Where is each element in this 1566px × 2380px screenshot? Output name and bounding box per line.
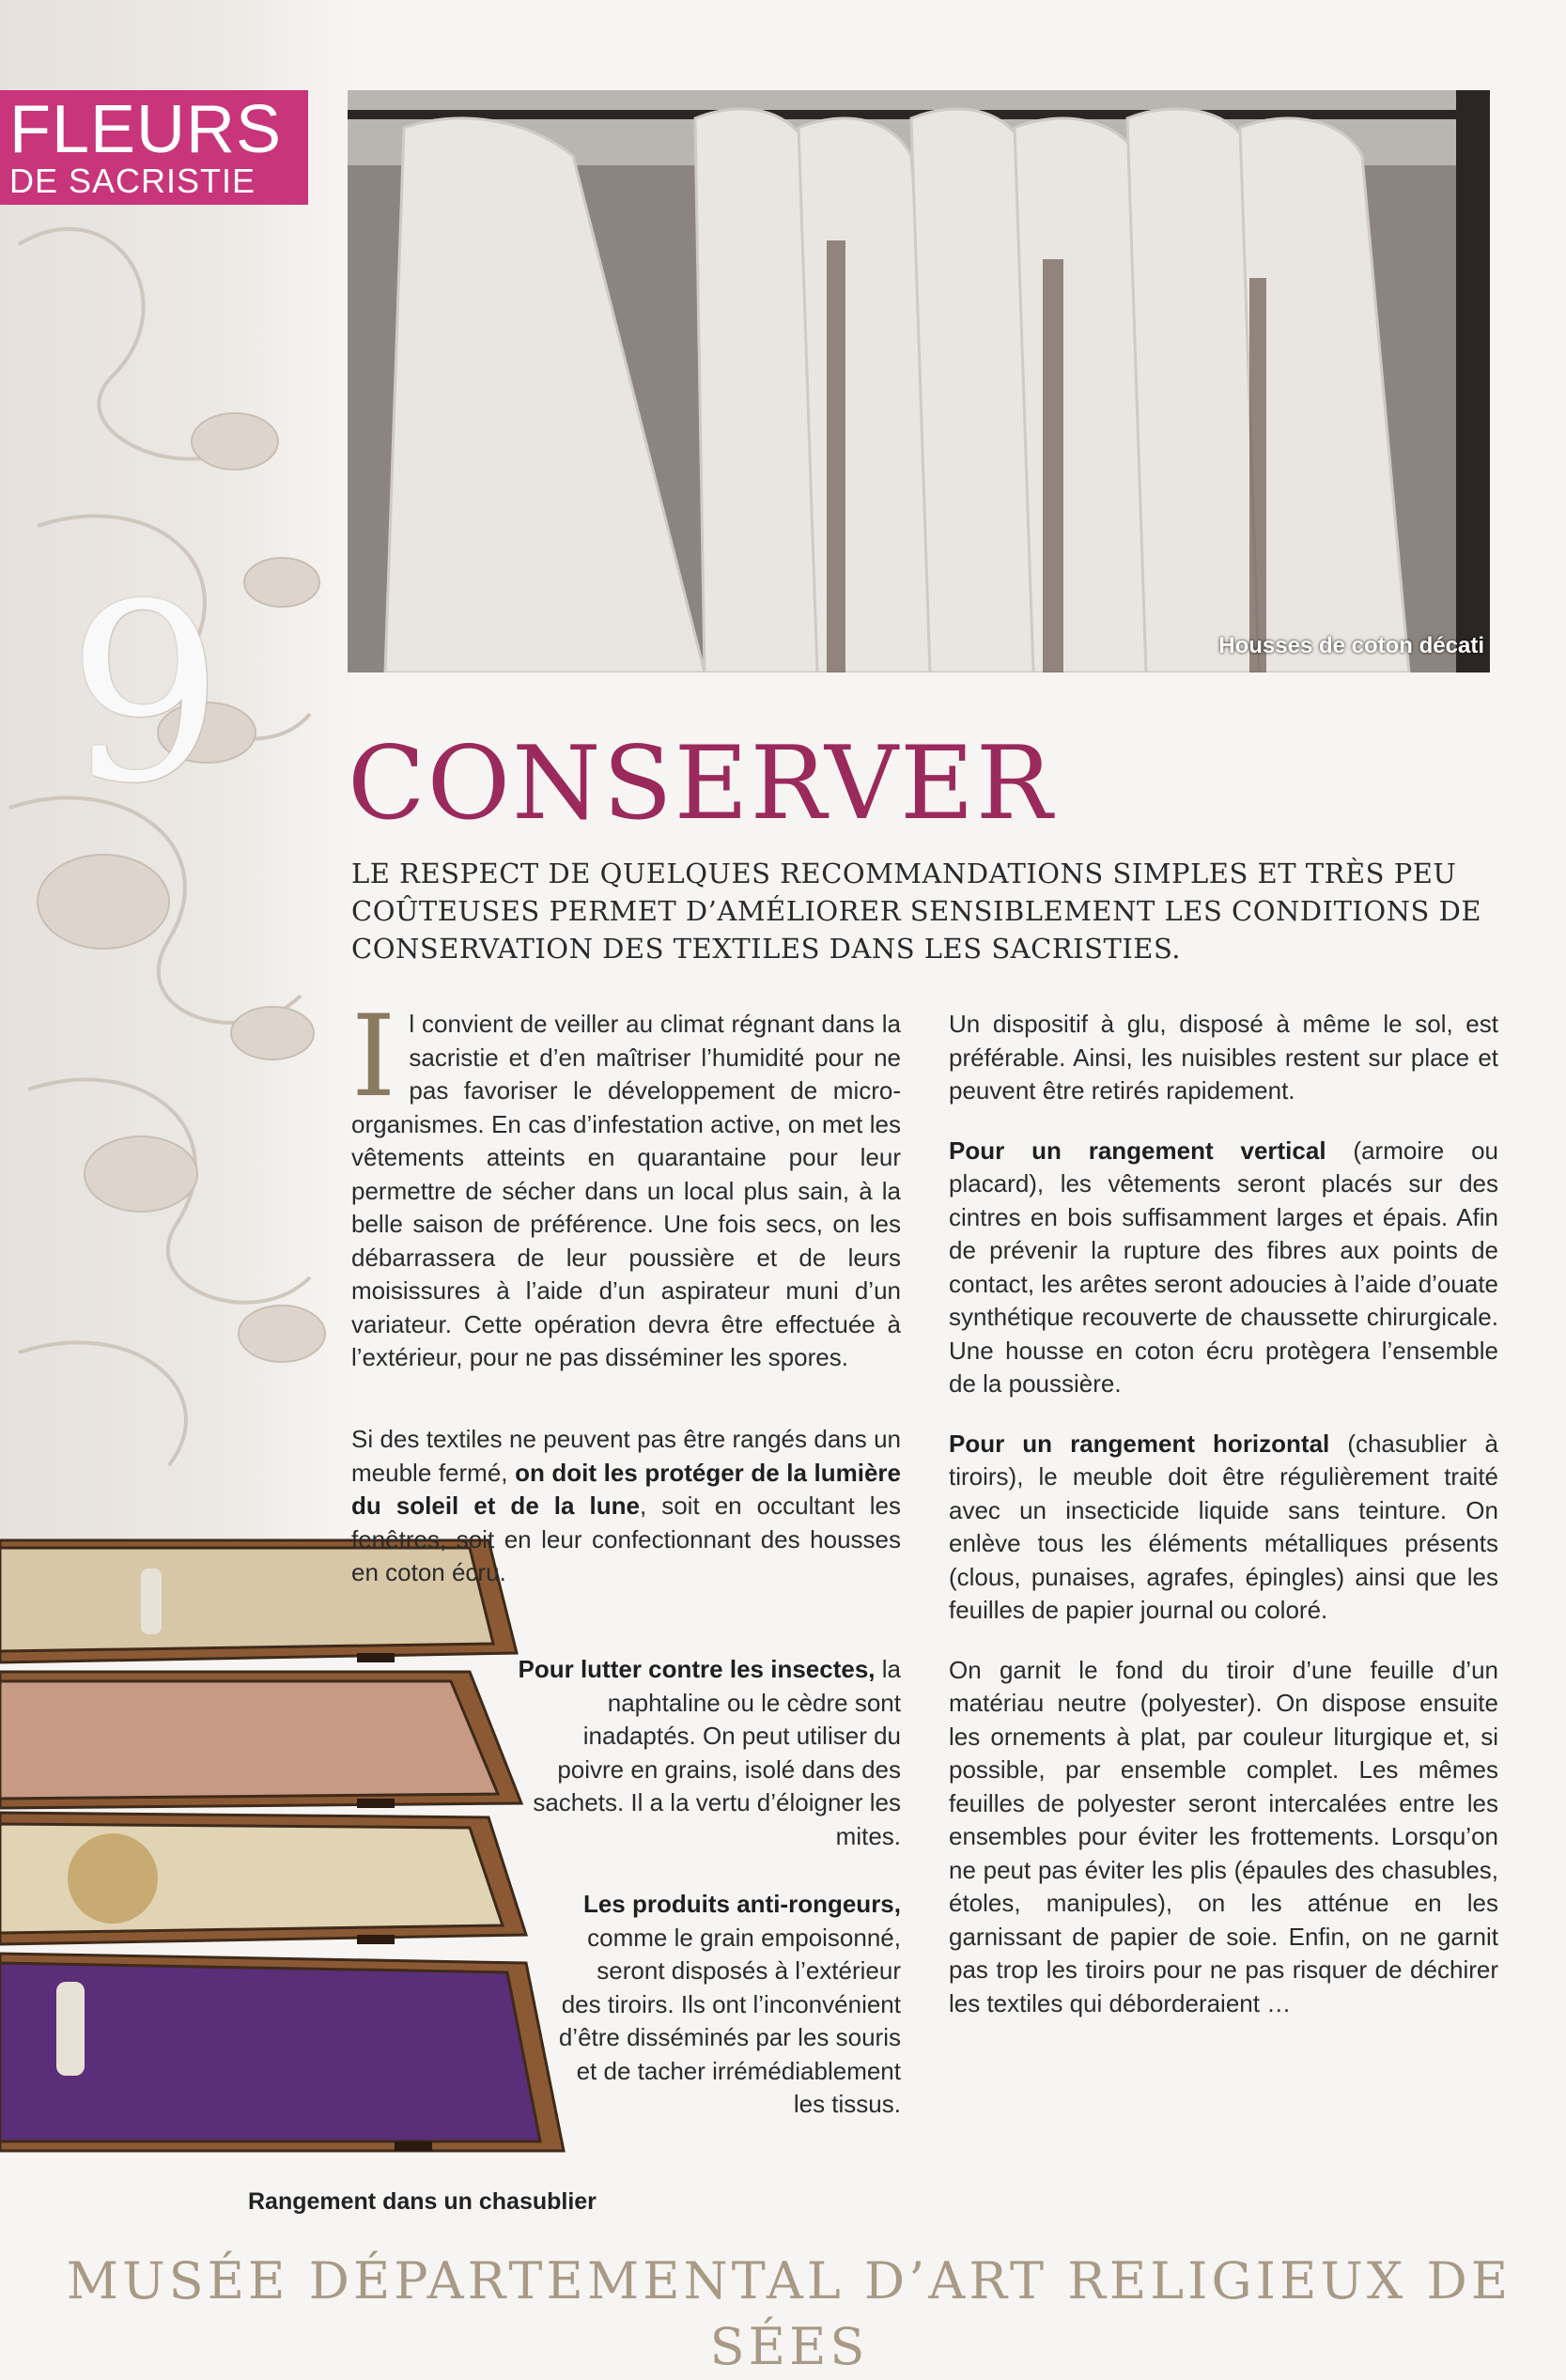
paragraph-rodents-bold: Les produits anti-rongeurs, (582, 1890, 901, 1918)
paragraph-rodents-text: comme le grain empoisonné, seront disposés à l’extérieur des tiroirs. Ils ont l’inconvénient d’être disséminés par les souris et de tacher irrémédiablement les tissus. (558, 1923, 901, 2118)
paragraph-light-text-2: , soit en occultant les fenêtres, soit en leur confectionnant des housses en coton écru. (351, 1491, 901, 1586)
footer-museum-name: MUSÉE DÉPARTEMENTAL D’ART RELIGIEUX DE SÉES (66, 2251, 1512, 2376)
section-subtitle: DE SACRISTIE (9, 162, 256, 200)
paragraph-insects-bold: Pour lutter contre les insectes, (518, 1655, 876, 1683)
paragraph-horizontal (949, 1428, 1498, 1628)
paragraph-vertical-text: (armoire ou placard), les vêtements seront placés sur des cintres en bois suffisamment larges et épais. Afin de prévenir la rupture des fibres aux points de contact, les arêtes seront adoucies à l’aide d’ouate synthétique recouverte de chaussette chirurgicale. Une housse en coton écru protègera l’ensemble de la poussière. (949, 1136, 1498, 1398)
text-column-left (351, 992, 901, 1401)
paragraph-horizontal-text: (chasublier à tiroirs), le meuble doit être régulièrement traité avec un insecticide liquide sans teinture. On enlève tous les éléments métalliques présents (clous, punaises, agrafes, épingles) ainsi que les feuilles de papier journal ou coloré. (949, 1429, 1498, 1624)
text-column-right (949, 1008, 1498, 2047)
article-title: CONSERVER (348, 725, 1055, 842)
paragraph-insects (512, 1653, 901, 1853)
paragraph-insects-text: la naphtaline ou le cèdre sont inadaptés. On peut utiliser du poivre en grains, isolé dans des sachets. Il a la vertu d’éloigner les mites. (533, 1655, 901, 1850)
paragraph-rodents (554, 1888, 901, 2122)
section-tab (0, 90, 308, 205)
paragraph-glue: Un dispositif à glu, disposé à même le sol, est préférable. Ainsi, les nuisibles restent sur place et peuvent être retirés rapidement. (949, 1010, 1498, 1105)
garment-covers-illustration (348, 90, 1490, 672)
page-number: 9 (68, 553, 224, 837)
garment-covers-photo (348, 90, 1490, 672)
drawers-caption: Rangement dans un chasublier (248, 2188, 597, 2215)
paragraph-vertical (949, 1135, 1498, 1401)
paragraph-climate-text: l convient de veiller au climat régnant dans la sacristie et d’en maîtriser l’humidité pour ne pas favoriser le développement de micro-organismes. En cas d’infestation active, on met les vêtements atteints en quarantaine pour leur permettre de sécher dans un local plus sain, à la belle saison de préférence. Une fois secs, on les débarrassera de leur poussière et de leurs moisissures à l’aide d’un aspirateur muni d’un variateur. Cette opération devra être effectuée à l’extérieur, pour ne pas disséminer les spores. (351, 1010, 901, 1371)
paragraph-vertical-bold: Pour un rangement vertical (949, 1136, 1326, 1165)
drawers-illustration (0, 1493, 601, 2179)
paragraph-drawer-lining: On garnit le fond du tiroir d’une feuille d’un matériau neutre (polyester). On dispose ensuite les ornements à plat, par couleur liturgique et, si possible, par ensemble complet. Les mêmes feuilles de polyester seront intercalées entre les ensembles pour éviter les frottements. Lorsqu’on ne peut pas éviter les plis (épaules des chasubles, étoles, manipules), on les atténue en les garnissant de papier de soie. Enfin, on ne garnit pas trop les tiroirs pour ne pas risquer de déchirer les textiles qui déborderaient … (949, 1655, 1498, 2017)
paragraph-climate (351, 992, 901, 1375)
section-title: FLEURS (9, 92, 283, 167)
chasublier-drawers-photo (0, 1493, 601, 2179)
paragraph-light-bold: on doit les protéger de la lumière du soleil et de la lune (351, 1458, 901, 1520)
drop-cap: I (351, 992, 396, 1122)
paragraph-light (351, 1423, 901, 1590)
photo-caption: Housses de coton décati (1218, 633, 1484, 658)
paragraph-light-text-1: Si des textiles ne peuvent pas être rangés dans un meuble fermé, (351, 1425, 901, 1487)
paragraph-horizontal-bold: Pour un rangement horizontal (949, 1429, 1330, 1458)
article-lead: LE RESPECT DE QUELQUES RECOMMANDATIONS SIMPLES ET TRÈS PEU COÛTEUSES PERMET D’AMÉLIORER SENSIBLEMENT LES CONDITIONS DE CONSERVATION DES TEXTILES DANS LES SACRISTIES. (351, 858, 1482, 965)
